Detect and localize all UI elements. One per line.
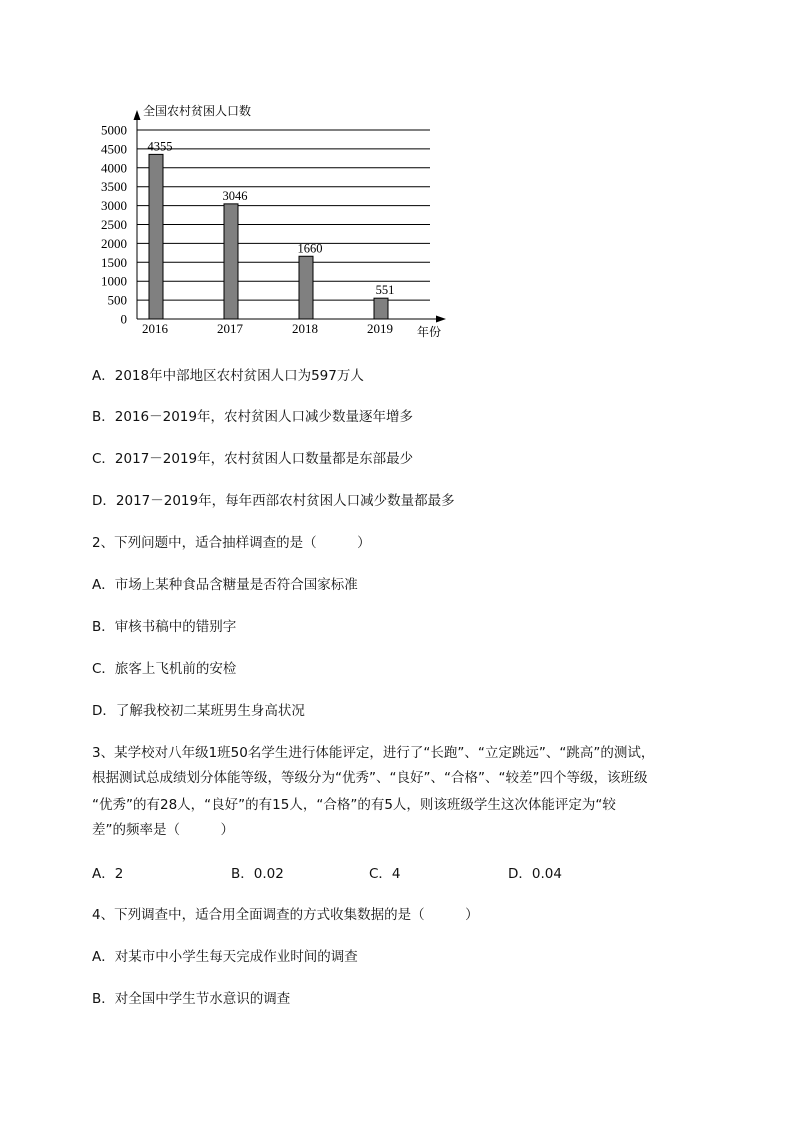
q3-option-b: B．0.02: [231, 866, 284, 882]
bar-value-label: 3046: [222, 188, 248, 203]
x-tick-label: 2018: [292, 321, 318, 336]
bar-value-label: 551: [375, 283, 395, 298]
y-tick-label: 3500: [101, 179, 127, 195]
bar: [149, 154, 163, 319]
q3-stem-line-2: 根据测试总成绩划分体能等级，等级分为“优秀”、“良好”、“合格”、“较差”四个等级，该班级: [92, 770, 648, 786]
chart-svg: [0, 0, 794, 360]
x-tick-label: 2019: [367, 321, 393, 336]
q3-option-d: D．0.04: [508, 866, 562, 882]
x-tick-label: 2016: [142, 321, 168, 336]
q3-stem-line-1: 3、某学校对八年级1班50名学生进行体能评定，进行了“长跑”、“立定跳远”、“跳高”的测试，: [92, 745, 655, 761]
q3-options-row: [92, 865, 592, 883]
chart-title: 全国农村贫困人口数: [143, 104, 252, 118]
y-tick-label: 2500: [101, 217, 127, 232]
q1-option-c: C．2017－2019年，农村贫困人口数量都是东部最少: [92, 451, 414, 467]
y-tick-label: 0: [120, 311, 127, 327]
y-tick-label: 3000: [101, 198, 127, 214]
x-axis-label: 年份: [417, 325, 442, 339]
y-tick-label: 2000: [101, 235, 127, 251]
x-axis-arrow: [436, 316, 446, 323]
q2-option-a: A．市场上某种食品含糖量是否符合国家标准: [92, 577, 358, 593]
q4-option-a: A．对某市中小学生每天完成作业时间的调查: [92, 949, 358, 965]
q2-option-b: B．审核书稿中的错别字: [92, 619, 237, 635]
q3-stem-line-3: “优秀”的有28人，“良好”的有15人，“合格”的有5人，则该班级学生这次体能评定为“较: [92, 797, 616, 813]
y-tick-label: 1000: [101, 273, 127, 289]
q3-stem-line-4: 差”的频率是（ ）: [92, 822, 234, 838]
bar-chart: [0, 0, 794, 360]
q3-option-c: C．4: [369, 866, 401, 882]
y-tick-label: 1500: [101, 254, 127, 270]
q3-option-a: A．2: [92, 866, 124, 882]
q1-option-a: A．2018年中部地区农村贫困人口为597万人: [92, 368, 364, 384]
y-axis-arrow: [134, 110, 141, 120]
bar-value-label: 1660: [297, 241, 323, 256]
bar: [299, 256, 313, 319]
y-tick-label: 4500: [101, 141, 127, 157]
q2-option-c: C．旅客上飞机前的安检: [92, 661, 237, 677]
q2-option-d: D．了解我校初二某班男生身高状况: [92, 703, 305, 719]
bar-value-label: 4355: [147, 139, 173, 154]
y-tick-label: 500: [107, 292, 127, 308]
q4-stem: 4、下列调查中，适合用全面调查的方式收集数据的是（ ）: [92, 907, 479, 923]
bar: [224, 204, 238, 319]
q1-option-b: B．2016－2019年，农村贫困人口减少数量逐年增多: [92, 409, 413, 425]
x-tick-label: 2017: [217, 321, 243, 336]
y-tick-label: 5000: [101, 122, 127, 138]
bar: [374, 298, 388, 319]
y-tick-label: 4000: [101, 160, 127, 176]
q2-stem: 2、下列问题中，适合抽样调查的是（ ）: [92, 535, 371, 551]
q4-option-b: B．对全国中学生节水意识的调查: [92, 991, 291, 1007]
q1-option-d: D．2017－2019年，每年西部农村贫困人口减少数量都最多: [92, 493, 455, 509]
